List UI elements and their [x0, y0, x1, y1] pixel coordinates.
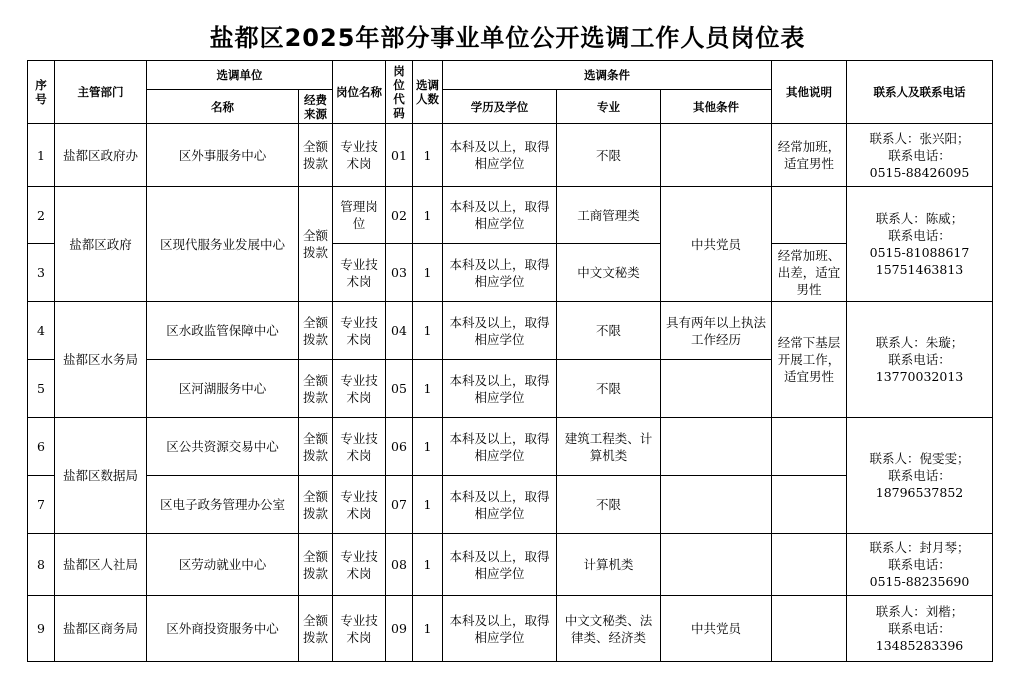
position-cell: 专业技术岗: [333, 476, 386, 534]
notes-cell: [772, 534, 847, 596]
code-cell: 09: [386, 596, 413, 662]
contact-phone: 0515-81088617: [869, 245, 970, 260]
contact-cell: [847, 596, 993, 662]
contact-label: 联系电话：: [888, 468, 951, 483]
dept-cell: 盐都区人社局: [55, 534, 147, 596]
major-cell: 不限: [557, 476, 661, 534]
contact-label: 联系电话：: [888, 352, 951, 367]
education-cell: 本科及以上，取得相应学位: [443, 302, 557, 360]
education-cell: 本科及以上，取得相应学位: [443, 476, 557, 534]
table-row: [28, 596, 993, 662]
header-funding: 经费来源: [299, 90, 333, 124]
header-code: 岗位代码: [386, 61, 413, 124]
table-row: [28, 418, 993, 476]
contact-name: 联系人：张兴阳；: [869, 130, 970, 146]
contact-name: 联系人：封月琴；: [869, 540, 970, 555]
major-cell: 建筑工程类、计算机类: [557, 418, 661, 476]
other-conditions-cell: 具有两年以上执法工作经历: [661, 302, 772, 360]
position-cell: 专业技术岗: [333, 124, 386, 187]
contact-name: 联系人：陈威；: [875, 211, 964, 226]
header-dept: 主管部门: [55, 61, 147, 124]
code-cell: 04: [386, 302, 413, 360]
contact-phone: 0515-88235690: [869, 574, 970, 589]
unit-cell: 区外事服务中心: [147, 124, 299, 187]
position-cell: 专业技术岗: [333, 244, 386, 302]
header-position: 岗位名称: [333, 61, 386, 124]
education-cell: 本科及以上，取得相应学位: [443, 360, 557, 418]
unit-cell: 区公共资源交易中心: [147, 418, 299, 476]
unit-cell: 区电子政务管理办公室: [147, 476, 299, 534]
table-row: [28, 187, 993, 244]
serial-cell: 4: [28, 302, 55, 360]
dept-cell: 盐都区水务局: [55, 302, 147, 418]
contact-name: 联系人：倪雯雯；: [869, 451, 970, 466]
contact-phone: 0515-88426095: [869, 164, 970, 180]
header-unit-name: 名称: [147, 90, 299, 124]
contact-cell: [847, 302, 993, 418]
count-cell: 1: [413, 534, 443, 596]
table-row: [28, 302, 993, 360]
unit-cell: 区河湖服务中心: [147, 360, 299, 418]
contact-cell: [847, 534, 993, 596]
contact-name: 联系人：朱璇；: [875, 335, 964, 350]
contact-phone-2: 15751463813: [875, 262, 964, 277]
notes-cell: 经常加班，适宜男性: [772, 124, 847, 187]
funding-cell: 全额拨款: [299, 534, 333, 596]
funding-cell: 全额拨款: [299, 418, 333, 476]
table-row: [28, 124, 993, 187]
dept-cell: 盐都区商务局: [55, 596, 147, 662]
major-cell: 计算机类: [557, 534, 661, 596]
major-cell: 不限: [557, 124, 661, 187]
other-conditions-cell: [661, 360, 772, 418]
count-cell: 1: [413, 302, 443, 360]
contact-phone: 13770032013: [875, 369, 964, 384]
other-conditions-cell: 中共党员: [661, 187, 772, 302]
unit-cell: 区劳动就业中心: [147, 534, 299, 596]
contact-name: 联系人：刘楷；: [875, 604, 964, 619]
serial-cell: 5: [28, 360, 55, 418]
header-unit-group: 选调单位: [147, 61, 333, 90]
position-cell: 专业技术岗: [333, 418, 386, 476]
contact-label: 联系电话：: [888, 228, 951, 243]
unit-cell: 区现代服务业发展中心: [147, 187, 299, 302]
education-cell: 本科及以上，取得相应学位: [443, 596, 557, 662]
funding-cell: 全额拨款: [299, 187, 333, 302]
header-notes: 其他说明: [772, 61, 847, 124]
serial-cell: 3: [28, 244, 55, 302]
contact-cell: [847, 124, 993, 187]
major-cell: 不限: [557, 360, 661, 418]
header-education: 学历及学位: [443, 90, 557, 124]
major-cell: 中文文秘类、法律类、经济类: [557, 596, 661, 662]
other-conditions-cell: [661, 534, 772, 596]
code-cell: 08: [386, 534, 413, 596]
code-cell: 02: [386, 187, 413, 244]
table-row: [28, 534, 993, 596]
education-cell: 本科及以上，取得相应学位: [443, 534, 557, 596]
other-conditions-cell: [661, 418, 772, 476]
notes-cell: [772, 418, 847, 476]
position-cell: 专业技术岗: [333, 534, 386, 596]
serial-cell: 7: [28, 476, 55, 534]
header-count: 选调人数: [413, 61, 443, 124]
code-cell: 05: [386, 360, 413, 418]
dept-cell: 盐都区数据局: [55, 418, 147, 534]
funding-cell: 全额拨款: [299, 360, 333, 418]
count-cell: 1: [413, 476, 443, 534]
contact-phone: 18796537852: [875, 485, 964, 500]
code-cell: 07: [386, 476, 413, 534]
header-conditions-group: 选调条件: [443, 61, 772, 90]
contact-cell: [847, 187, 993, 302]
serial-cell: 9: [28, 596, 55, 662]
funding-cell: 全额拨款: [299, 476, 333, 534]
serial-cell: 1: [28, 124, 55, 187]
education-cell: 本科及以上，取得相应学位: [443, 418, 557, 476]
other-conditions-cell: [661, 124, 772, 187]
position-cell: 专业技术岗: [333, 360, 386, 418]
serial-cell: 6: [28, 418, 55, 476]
other-conditions-cell: 中共党员: [661, 596, 772, 662]
code-cell: 03: [386, 244, 413, 302]
dept-cell: 盐都区政府: [55, 187, 147, 302]
count-cell: 1: [413, 360, 443, 418]
position-cell: 专业技术岗: [333, 302, 386, 360]
major-cell: 工商管理类: [557, 187, 661, 244]
count-cell: 1: [413, 124, 443, 187]
positions-table: [27, 60, 993, 662]
notes-cell: 经常下基层开展工作，适宜男性: [772, 302, 847, 418]
funding-cell: 全额拨款: [299, 124, 333, 187]
notes-cell: [772, 476, 847, 534]
major-cell: 不限: [557, 302, 661, 360]
header-other-conditions: 其他条件: [661, 90, 772, 124]
funding-cell: 全额拨款: [299, 596, 333, 662]
unit-cell: 区水政监管保障中心: [147, 302, 299, 360]
header-serial: 序号: [28, 61, 55, 124]
serial-cell: 8: [28, 534, 55, 596]
contact-label: 联系电话：: [888, 621, 951, 636]
contact-cell: [847, 418, 993, 534]
notes-cell: 经常加班、出差，适宜男性: [772, 244, 847, 302]
header-major: 专业: [557, 90, 661, 124]
count-cell: 1: [413, 418, 443, 476]
code-cell: 01: [386, 124, 413, 187]
dept-cell: 盐都区政府办: [55, 124, 147, 187]
count-cell: 1: [413, 244, 443, 302]
funding-cell: 全额拨款: [299, 302, 333, 360]
header-row-1: [28, 61, 993, 90]
notes-cell: [772, 596, 847, 662]
page-title: 盐都区2025年部分事业单位公开选调工作人员岗位表: [209, 24, 806, 52]
education-cell: 本科及以上，取得相应学位: [443, 187, 557, 244]
major-cell: 中文文秘类: [557, 244, 661, 302]
education-cell: 本科及以上，取得相应学位: [443, 124, 557, 187]
notes-cell: [772, 187, 847, 244]
position-cell: 专业技术岗: [333, 596, 386, 662]
serial-cell: 2: [28, 187, 55, 244]
count-cell: 1: [413, 596, 443, 662]
code-cell: 06: [386, 418, 413, 476]
contact-label: 联系电话：: [888, 147, 951, 163]
unit-cell: 区外商投资服务中心: [147, 596, 299, 662]
contact-label: 联系电话：: [888, 557, 951, 572]
education-cell: 本科及以上，取得相应学位: [443, 244, 557, 302]
other-conditions-cell: [661, 476, 772, 534]
position-cell: 管理岗位: [333, 187, 386, 244]
count-cell: 1: [413, 187, 443, 244]
contact-phone: 13485283396: [875, 638, 964, 653]
header-contact: 联系人及联系电话: [847, 61, 993, 124]
